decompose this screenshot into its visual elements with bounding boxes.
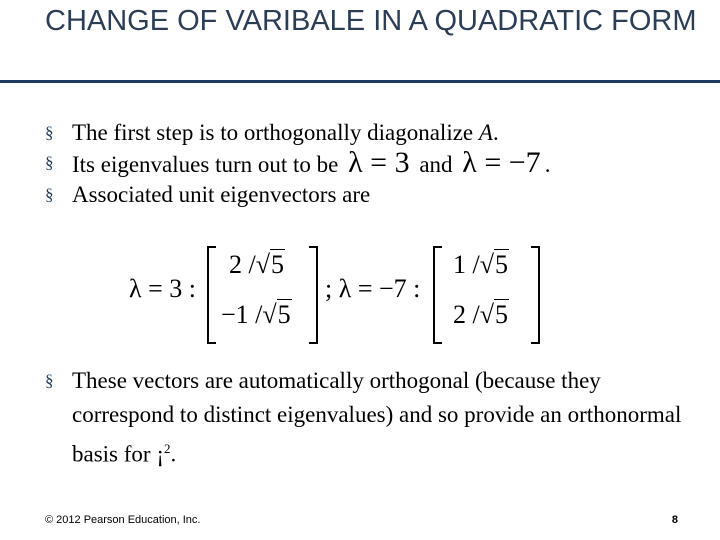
bullet-marker: § [45,123,54,142]
bullet-text: These vectors are automatically orthogonal (because they correspond to distinct eigenvalues) and so provide an orthonormal basis for [72,368,682,467]
bullet-marker: § [45,371,54,390]
left-bracket [207,246,216,344]
bullet-text: The first step is to orthogonally diagonalize [72,120,479,145]
bullet-text-connector: and [413,152,459,177]
eigenvalue-2-label: ; λ = −7 : [325,274,421,303]
vector-1-top-entry: 2 /√5 [229,250,285,279]
matrix-variable: A [478,120,493,145]
bullet-item-3 [45,180,705,210]
bullet-list-2 [45,364,705,472]
bullet-marker: § [45,185,54,204]
reals-symbol: ¡ [156,441,164,467]
bullet-list [45,118,705,210]
slide-title: CHANGE OF VARIBALE IN A QUADRATIC FORM [45,5,697,37]
title-divider [0,80,720,83]
vector-1-bottom-entry: −1 /√5 [221,300,291,329]
right-bracket [531,246,540,344]
bullet-item-1 [45,118,705,148]
eigenvalue-1-equation: λ = 3 [348,146,410,179]
bullet-punct: . [170,441,177,467]
bullet-punct: . [492,120,499,145]
bullet-text: Associated unit eigenvectors are [72,182,371,207]
eigenvalue-2-equation: λ = −7 [462,146,541,179]
left-bracket [433,246,442,344]
eigenvector-equation [125,244,565,344]
bullet-item-4 [45,364,705,472]
bullet-item-2 [45,148,705,180]
right-bracket [309,246,318,344]
vector-2-bottom-entry: 2 /√5 [453,300,509,329]
bullet-text: Its eigenvalues turn out to be [72,152,345,177]
page-number: 8 [671,514,678,526]
vector-2-top-entry: 1 /√5 [453,250,509,279]
bullet-marker: § [45,153,54,172]
copyright-footer: © 2012 Pearson Education, Inc. [45,514,201,526]
superscript: 2 [164,441,171,456]
bullet-punct: . [544,152,551,177]
eigenvalue-1-label: λ = 3 : [129,274,196,303]
